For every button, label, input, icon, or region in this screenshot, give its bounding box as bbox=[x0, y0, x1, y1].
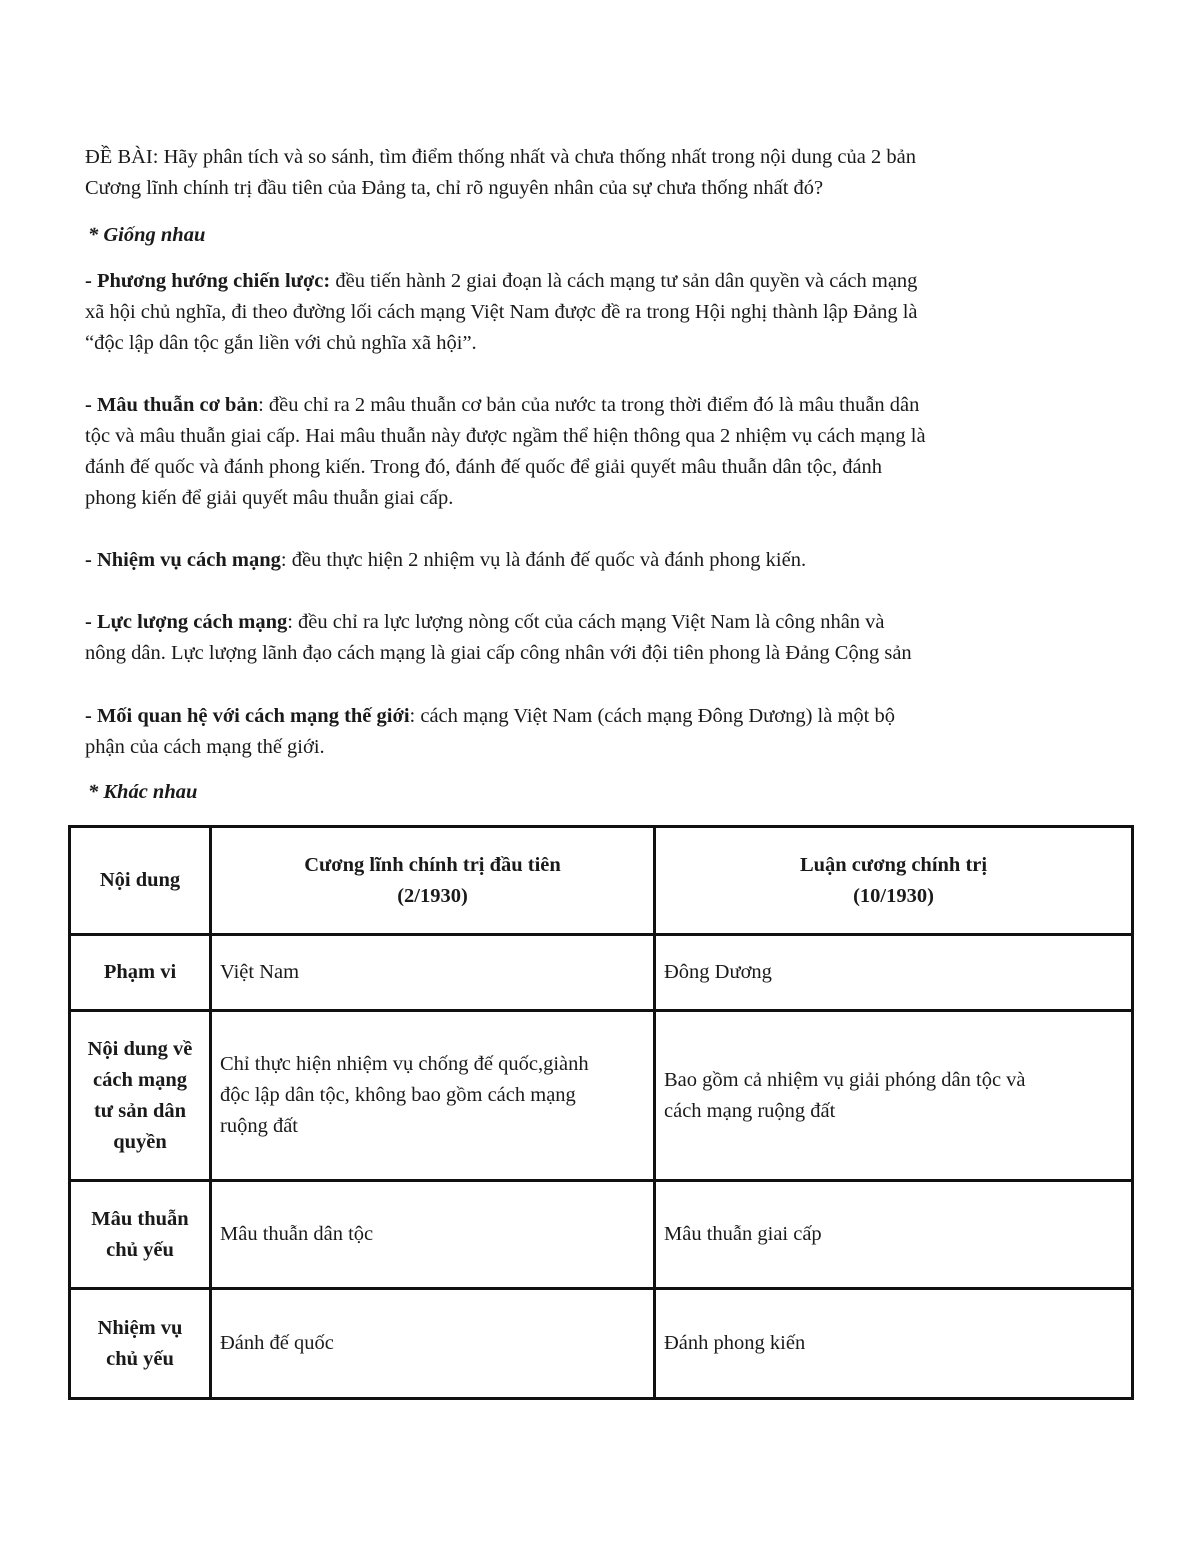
table-cell bbox=[655, 1181, 1133, 1289]
table-row bbox=[70, 1289, 1133, 1399]
prompt-line: Cương lĩnh chính trị đầu tiên của Đảng ta, chỉ rõ nguyên nhân của sự chưa thống nhất đó? bbox=[85, 177, 824, 199]
row-label-text: Nhiệm vụ bbox=[97, 1316, 183, 1339]
row-label-text: Nội dung về bbox=[87, 1037, 193, 1060]
header-label: Nội dung bbox=[99, 869, 181, 891]
table-cell bbox=[211, 935, 655, 1011]
cell-text: cách mạng ruộng đất bbox=[664, 1099, 836, 1122]
row-label bbox=[70, 1011, 211, 1181]
cell-text: độc lập dân tộc, không bao gồm cách mạng bbox=[220, 1084, 576, 1106]
cell-text: Mâu thuẫn giai cấp bbox=[664, 1223, 822, 1245]
row-label-text: Mâu thuẫn bbox=[91, 1207, 189, 1230]
table-row bbox=[70, 1181, 1133, 1289]
table-cell bbox=[211, 1181, 655, 1289]
similarity-term: - Mối quan hệ với cách mạng thế giới bbox=[85, 705, 410, 727]
header-text: Luận cương chính trị bbox=[799, 853, 988, 876]
similarities-heading: * Giống nhau bbox=[88, 224, 206, 246]
row-label-text: tư sản dân bbox=[93, 1099, 187, 1122]
paragraph-text: đều tiến hành 2 giai đoạn là cách mạng tư sản dân quyền và cách mạng bbox=[330, 270, 918, 292]
paragraph-text: “độc lập dân tộc gắn liền với chủ nghĩa xã hội”. bbox=[85, 332, 477, 354]
paragraph-text: phong kiến để giải quyết mâu thuẫn giai cấp. bbox=[85, 487, 454, 509]
table-cell bbox=[655, 1289, 1133, 1399]
header-cell-thesis-oct bbox=[655, 827, 1133, 935]
table-cell bbox=[655, 935, 1133, 1011]
header-text: Cương lĩnh chính trị đầu tiên bbox=[304, 853, 561, 876]
table-cell bbox=[655, 1011, 1133, 1181]
paragraph-text: phận của cách mạng thế giới. bbox=[85, 736, 325, 758]
prompt-line: ĐỀ BÀI: Hãy phân tích và so sánh, tìm điểm thống nhất và chưa thống nhất trong nội dung của 2 bản bbox=[85, 146, 916, 168]
table-row bbox=[70, 1011, 1133, 1181]
similarity-paragraph bbox=[85, 390, 1065, 514]
row-label-text: quyền bbox=[113, 1130, 167, 1153]
similarity-paragraph bbox=[85, 545, 1065, 576]
cell-text: Bao gồm cả nhiệm vụ giải phóng dân tộc và bbox=[664, 1068, 1026, 1091]
row-label bbox=[70, 1289, 211, 1399]
row-label-text: chủ yếu bbox=[106, 1238, 174, 1261]
cell-text: Đánh phong kiến bbox=[664, 1332, 806, 1354]
header-date: (10/1930) bbox=[853, 884, 934, 907]
similarity-paragraph bbox=[85, 607, 1065, 669]
cell-text: Việt Nam bbox=[220, 961, 300, 983]
cell-text: ruộng đất bbox=[220, 1115, 298, 1137]
cell-text: Chỉ thực hiện nhiệm vụ chống đế quốc,giành bbox=[220, 1053, 589, 1075]
paragraph-text: nông dân. Lực lượng lãnh đạo cách mạng là giai cấp công nhân với đội tiên phong là Đảng Cộng sản bbox=[85, 642, 912, 664]
row-label-text: Phạm vi bbox=[103, 961, 177, 983]
cell-text: Đông Dương bbox=[664, 961, 772, 983]
table-header-row bbox=[70, 827, 1133, 935]
paragraph-text: : đều chỉ ra lực lượng nòng cốt của cách mạng Việt Nam là công nhân và bbox=[287, 611, 885, 633]
paragraph-text: : đều chỉ ra 2 mâu thuẫn cơ bản của nước ta trong thời điểm đó là mâu thuẫn dân bbox=[258, 394, 920, 416]
paragraph-text: tộc và mâu thuẫn giai cấp. Hai mâu thuẫn này được ngầm thể hiện thông qua 2 nhiệm vụ cách mạng là bbox=[85, 425, 926, 447]
paragraph-text: : cách mạng Việt Nam (cách mạng Đông Dương) là một bộ bbox=[409, 705, 895, 727]
cell-text: Đánh đế quốc bbox=[220, 1332, 334, 1354]
comparison-table bbox=[68, 825, 1134, 1400]
similarity-term: - Mâu thuẫn cơ bản bbox=[85, 394, 259, 416]
row-label-text: cách mạng bbox=[93, 1068, 187, 1091]
paragraph-text: đánh đế quốc và đánh phong kiến. Trong đó, đánh đế quốc để giải quyết mâu thuẫn dân tộc, đánh bbox=[85, 456, 883, 478]
assignment-prompt bbox=[85, 142, 1065, 204]
cell-text: Mâu thuẫn dân tộc bbox=[220, 1223, 374, 1245]
table-row bbox=[70, 935, 1133, 1011]
row-label-text: chủ yếu bbox=[106, 1347, 174, 1370]
paragraph-text: : đều thực hiện 2 nhiệm vụ là đánh đế quốc và đánh phong kiến. bbox=[280, 549, 807, 571]
similarity-term: - Phương hướng chiến lược: bbox=[85, 270, 331, 292]
similarity-term: - Nhiệm vụ cách mạng bbox=[85, 549, 281, 571]
differences-heading: * Khác nhau bbox=[88, 781, 198, 803]
row-label bbox=[70, 935, 211, 1011]
similarity-paragraph bbox=[85, 701, 1065, 763]
paragraph-text: xã hội chủ nghĩa, đi theo đường lối cách mạng Việt Nam được đề ra trong Hội nghị thành lập Đảng là bbox=[85, 301, 918, 323]
table-cell bbox=[211, 1289, 655, 1399]
similarity-term: - Lực lượng cách mạng bbox=[85, 611, 288, 633]
header-cell-content bbox=[70, 827, 211, 935]
header-cell-platform-feb bbox=[211, 827, 655, 935]
row-label bbox=[70, 1181, 211, 1289]
similarity-paragraph bbox=[85, 266, 1065, 359]
header-date: (2/1930) bbox=[397, 884, 468, 907]
table-cell bbox=[211, 1011, 655, 1181]
